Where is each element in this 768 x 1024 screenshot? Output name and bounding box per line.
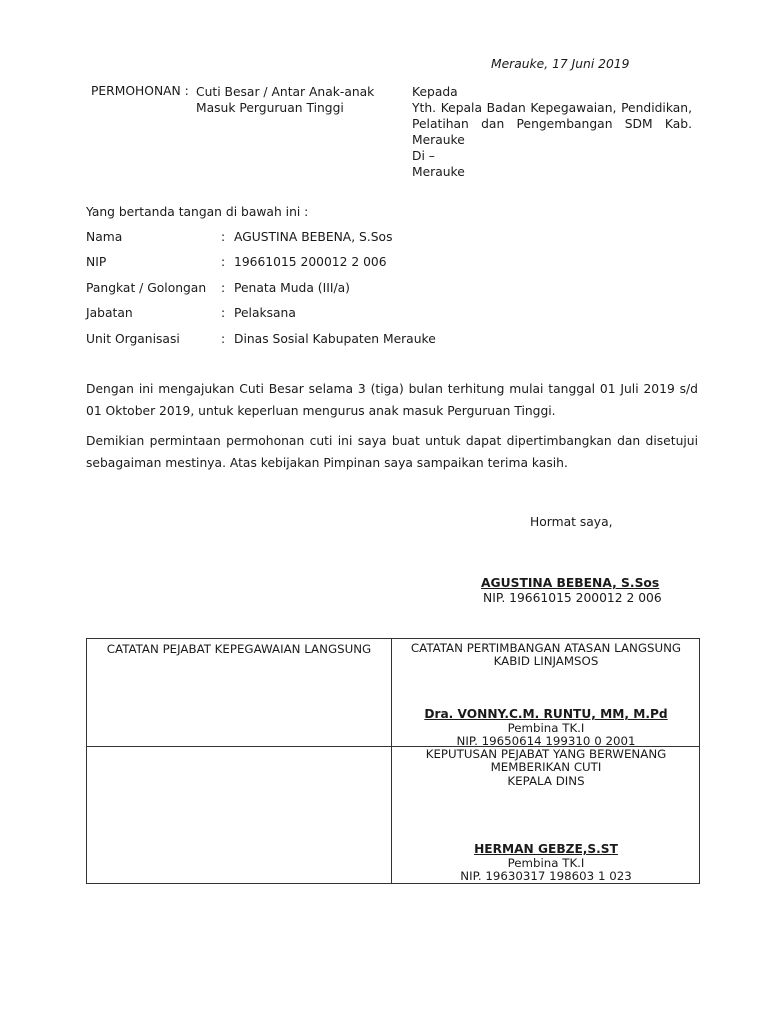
- body-paragraph-2-line-1: Demikian permintaan permohonan cuti ini saya buat untuk dapat dipertimbangkan dan disetujui: [86, 434, 698, 448]
- field-value-pangkat: Penata Muda (III/a): [234, 281, 350, 295]
- right-bottom-title-2: MEMBERIKAN CUTI: [490, 760, 602, 774]
- recipient-kepada: Kepada: [412, 85, 458, 99]
- signer-nip: NIP. 19661015 200012 2 006: [483, 591, 662, 605]
- recipient-line-2: Pelatihan dan Pengembangan SDM Kab.: [412, 117, 692, 131]
- recipient-line-3: Merauke: [412, 133, 465, 147]
- right-top-signer-nip: NIP. 19650614 199310 0 2001: [456, 734, 636, 748]
- field-value-nip: 19661015 200012 2 006: [234, 255, 387, 269]
- field-label-unit: Unit Organisasi: [86, 332, 180, 346]
- place-date: Merauke, 17 Juni 2019: [491, 57, 630, 71]
- right-bottom-signer-name: HERMAN GEBZE,S.ST: [474, 842, 618, 856]
- permohonan-subject-line-1: Cuti Besar / Antar Anak-anak: [196, 85, 375, 99]
- field-value-nama: AGUSTINA BEBENA, S.Sos: [234, 230, 393, 244]
- field-colon: :: [221, 230, 226, 244]
- right-bottom-title-1: KEPUTUSAN PEJABAT YANG BERWENANG: [425, 747, 667, 761]
- right-bottom-signer-nip: NIP. 19630317 198603 1 023: [460, 869, 632, 883]
- permohonan-subject: [196, 84, 374, 116]
- right-bottom-signer-rank: Pembina TK.I: [507, 856, 585, 870]
- field-label-pangkat: Pangkat / Golongan: [86, 281, 207, 295]
- field-colon: :: [221, 306, 226, 320]
- field-value-unit: Dinas Sosial Kabupaten Merauke: [234, 332, 436, 346]
- left-header: CATATAN PEJABAT KEPEGAWAIAN LANGSUNG: [106, 642, 372, 656]
- body-paragraph-1-line-1: Dengan ini mengajukan Cuti Besar selama 3 (tiga) bulan terhitung mulai tanggal 01 Juli 2019 s/d: [86, 382, 698, 396]
- field-colon: :: [221, 281, 226, 295]
- right-top-signer-name: Dra. VONNY.C.M. RUNTU, MM, M.Pd: [424, 707, 668, 721]
- body-paragraph-2: [86, 431, 698, 474]
- right-top-signer-rank: Pembina TK.I: [507, 721, 585, 735]
- recipient-line-4: Di –: [412, 149, 435, 163]
- closing-text: Hormat saya,: [530, 515, 613, 529]
- body-paragraph-2-line-2: sebagaiman mestinya. Atas kebijakan Pimpinan saya sampaikan terima kasih.: [86, 455, 568, 470]
- recipient-line-1: Yth. Kepala Badan Kepegawaian, Pendidikan,: [412, 101, 692, 115]
- body-paragraph-1: [86, 379, 698, 422]
- permohonan-label: PERMOHONAN :: [91, 84, 189, 98]
- field-value-jabatan: Pelaksana: [234, 306, 296, 320]
- field-colon: :: [221, 255, 226, 269]
- field-colon: :: [221, 332, 226, 346]
- signer-name: AGUSTINA BEBENA, S.Sos: [481, 576, 660, 590]
- intro-text: Yang bertanda tangan di bawah ini :: [86, 205, 309, 219]
- right-bottom-title-3: KEPALA DINS: [507, 774, 585, 788]
- permohonan-subject-line-2: Masuk Perguruan Tinggi: [196, 101, 344, 115]
- field-label-nama: Nama: [86, 230, 123, 244]
- recipient-block: [412, 84, 692, 180]
- body-paragraph-1-line-2: 01 Oktober 2019, untuk keperluan mengurus anak masuk Perguruan Tinggi.: [86, 403, 556, 418]
- field-label-nip: NIP: [86, 255, 107, 269]
- recipient-line-5: Merauke: [412, 165, 465, 179]
- right-top-title-2: KABID LINJAMSOS: [493, 654, 599, 668]
- field-label-jabatan: Jabatan: [86, 306, 133, 320]
- right-top-title-1: CATATAN PERTIMBANGAN ATASAN LANGSUNG: [410, 641, 682, 655]
- approval-table: [86, 638, 700, 884]
